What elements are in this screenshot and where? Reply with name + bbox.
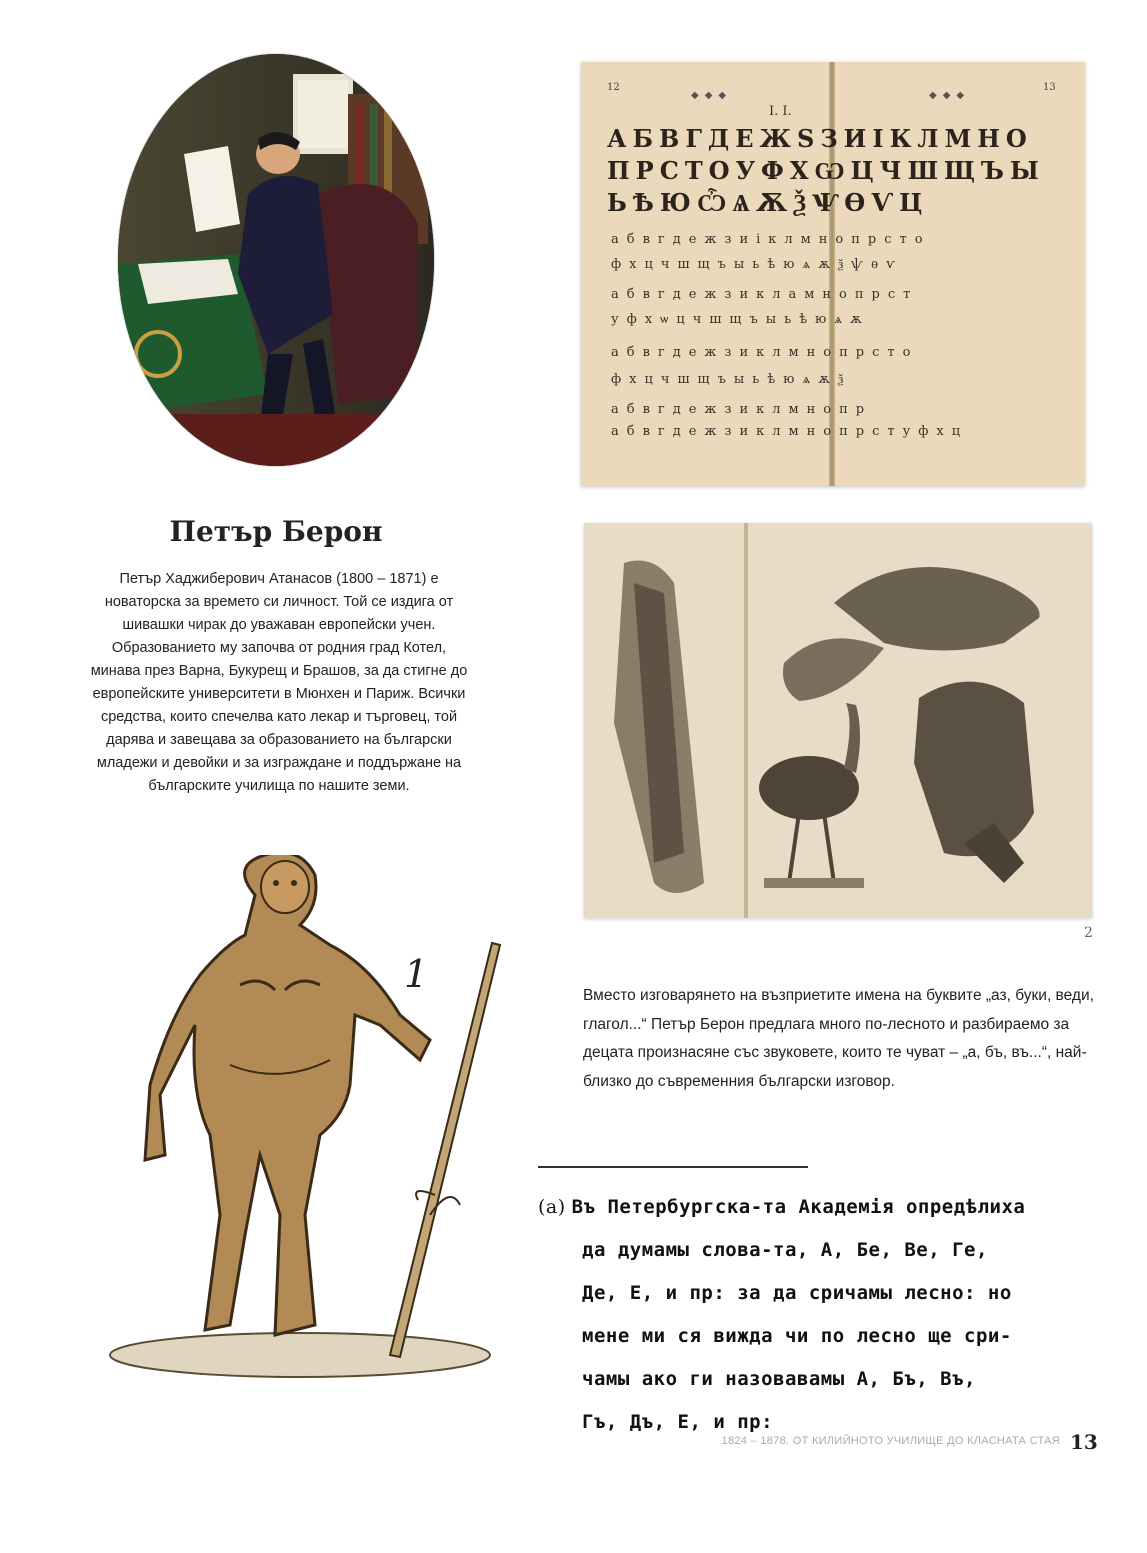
primer-row-small: абвгдежзиклмнопрстуфхц [611, 424, 969, 439]
quote-line: мене ми ся вижда чи по лесно ще сри- [582, 1325, 1012, 1347]
primer-ornament-right: ◆◆◆ [929, 90, 971, 101]
primer-heading: I. I. [769, 104, 792, 119]
running-footer: 1824 – 1878. ОТ КИЛИЙНОТО УЧИЛИЩЕ ДО КЛАСНАТА СТАЯ [721, 1435, 1060, 1447]
quote-line: Де, Е, и пр: за да сричамы лесно: но [582, 1282, 1012, 1304]
primer-row-small: фхцчшщъыьѣюѧѫѯѱѳѵ [611, 257, 903, 272]
primer-row-big: ПРСТОУФХѠЦЧШЩЪЫ [607, 156, 1045, 185]
primer-row-small: абвгдежзиіклмнопрсто [611, 232, 931, 247]
old-text-quote [538, 1186, 1098, 1444]
primer-alphabet-spread [581, 62, 1085, 486]
primer-row-big: ЬѢЮѼѦѪѮѰѲѴЦ [607, 188, 929, 217]
biography-paragraph: Петър Хаджиберович Атанасов (1800 – 1871) е новаторска за времето си личност. Той се издига от шивашки чирак до уважаван европейски учен. Образованието му започва от родния град Котел, минава през Варна, Букурещ и Брашов, за да стигне до европейските университети в Мюнхен и Париж. Всички средства, които спечелва като лекар и търговец, той дарява и завещава за образованието на български младежи и девойки и за изграждане и поддържане на българските училища по нашите земи. [90, 571, 468, 794]
quote-line: да думамы слова-та, А, Бе, Ве, Ге, [582, 1239, 988, 1261]
quote-marker: (а) [538, 1196, 566, 1218]
primer-row-small: абвгдежзикламнопрст [611, 287, 919, 302]
primer-row-small: абвгдежзиклмнопр [611, 402, 873, 417]
primer-ornament-left: ◆◆◆ [691, 90, 733, 101]
page-number: 13 [1070, 1430, 1098, 1454]
figure-number-2: 2 [1084, 925, 1093, 941]
primer-row-small: фхцчшщъыьѣюѧѫѯ [611, 372, 852, 387]
ape-woodcut-illustration [100, 855, 505, 1380]
quote-line: Гъ, Дъ, Е, и пр: [582, 1411, 774, 1433]
primer-row-big: АБВГДЕЖЅЗИІКЛМНО [607, 124, 1033, 153]
quote-line: чамы ако ги назовавамы А, Бъ, Въ, [582, 1368, 976, 1390]
figure-number-1: 1 [404, 952, 429, 996]
quote-divider [538, 1166, 808, 1168]
pronunciation-note: Вместо изговарянето на възприетите имена на буквите „аз, буки, веди, глагол...“ Петър Берон предлага много по-лесното и разбираемо за децата произнасяне със звуковете, които те чуват – „а, бъ, въ...“, най-близко до съвременния български изговор. [583, 987, 1094, 1090]
primer-page-number-left: 12 [607, 82, 620, 93]
primer-row-small: абвгдежзиклмнопрсто [611, 345, 919, 360]
portrait-title: Петър Берон [169, 515, 383, 548]
quote-line: (а) Въ Петербургска-та Академія опредѣлиха [538, 1196, 1026, 1218]
primer-row-small: уфхѡцчшщъыьѣюѧѫ [611, 312, 870, 327]
animal-woodcuts-spread [584, 523, 1092, 918]
portrait-petar-beron [118, 54, 434, 466]
primer-page-number-right: 13 [1043, 82, 1056, 93]
